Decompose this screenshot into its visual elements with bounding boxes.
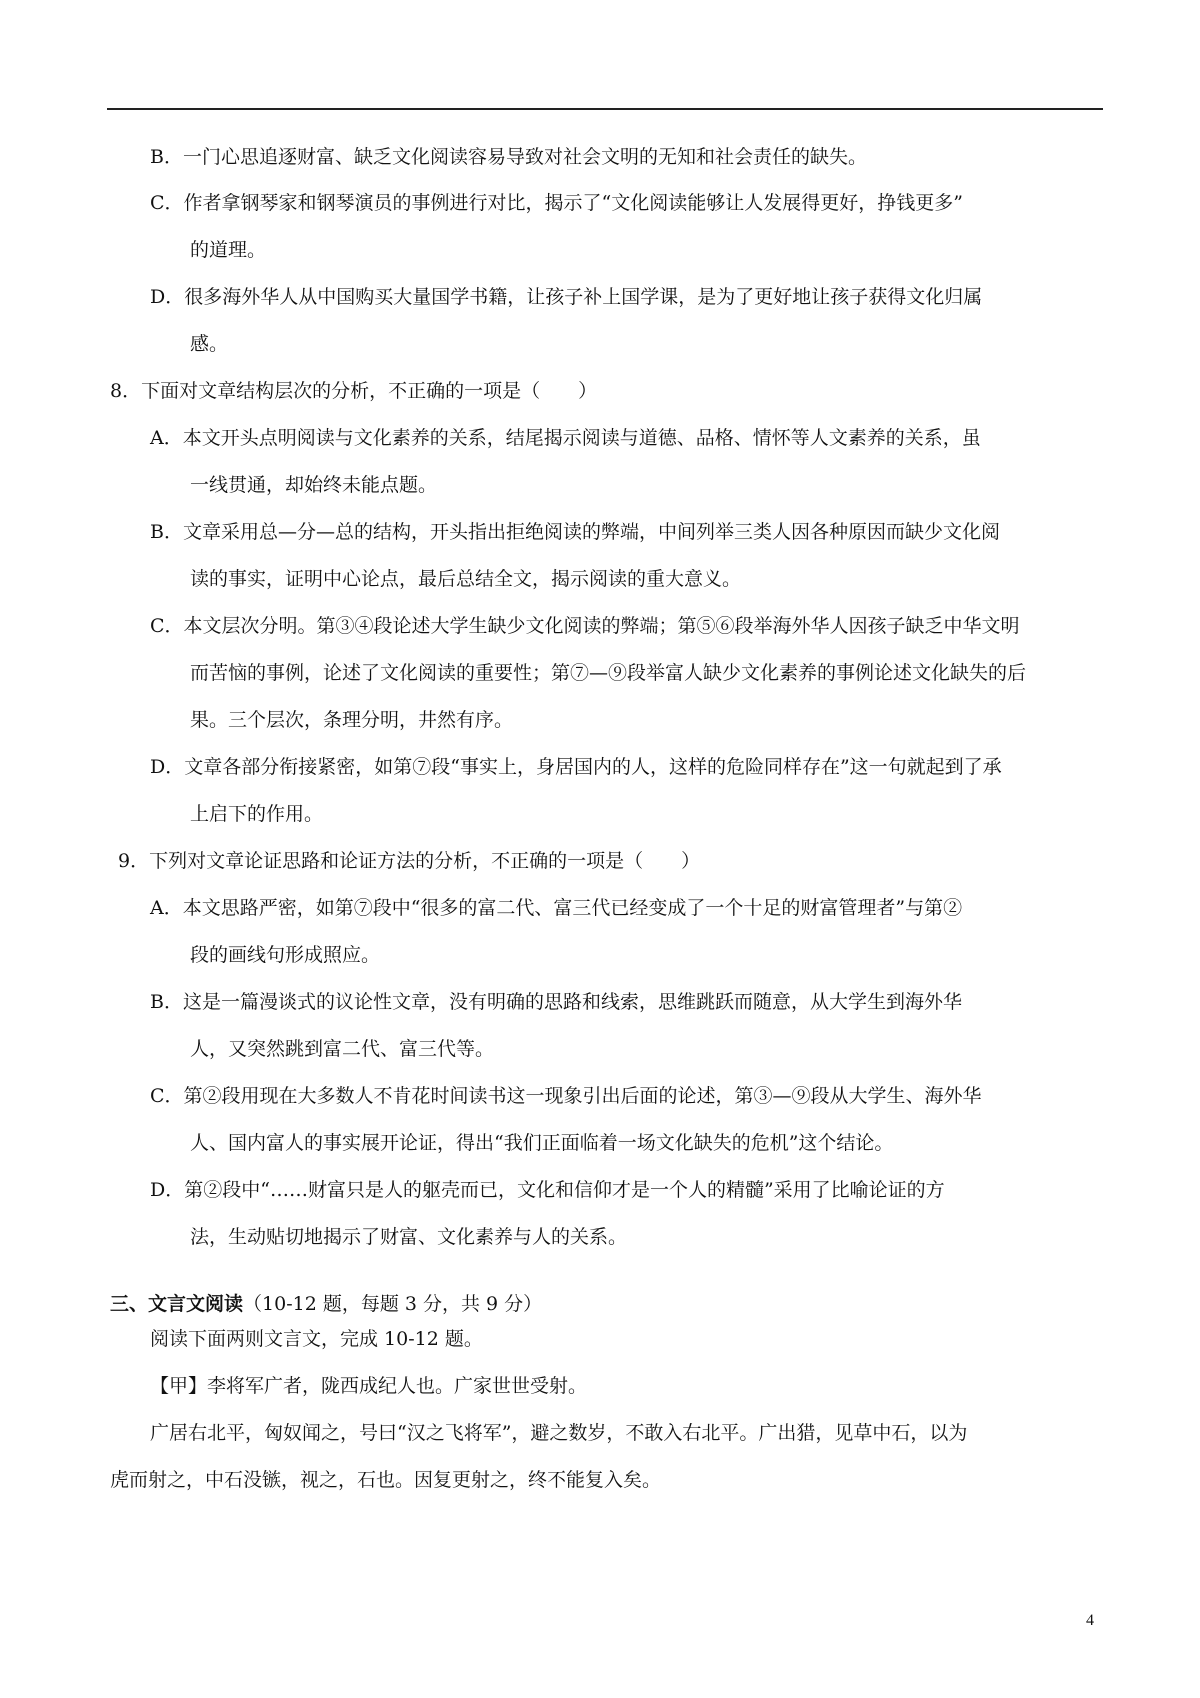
text-line: B．文章采用总—分—总的结构，开头指出拒绝阅读的弊端，中间列举三类人因各种原因而缺少文化阅 <box>150 521 1000 543</box>
text-line: 果。三个层次，条理分明，井然有序。 <box>190 709 514 731</box>
text-line: D．文章各部分衔接紧密，如第⑦段“事实上，身居国内的人，这样的危险同样存在”这一句就起到了承 <box>150 756 1002 778</box>
text-line: 人、国内富人的事实展开论证，得出“我们正面临着一场文化缺失的危机”这个结论。 <box>190 1132 894 1154</box>
text-line: D．很多海外华人从中国购买大量国学书籍，让孩子补上国学课，是为了更好地让孩子获得文化归属 <box>150 286 983 308</box>
text-line: C．作者拿钢琴家和钢琴演员的事例进行对比，揭示了“文化阅读能够让人发展得更好，挣钱更多” <box>150 192 963 214</box>
text-line: B．这是一篇漫谈式的议论性文章，没有明确的思路和线索，思维跳跃而随意，从大学生到海外华 <box>150 991 962 1013</box>
text-line: 感。 <box>190 333 229 355</box>
text-line: 【甲】李将军广者，陇西成纪人也。广家世世受射。 <box>150 1375 588 1397</box>
section-heading <box>110 1292 542 1316</box>
text-line: 阅读下面两则文言文，完成 10-12 题。 <box>150 1328 483 1350</box>
text-line: A．本文思路严密，如第⑦段中“很多的富二代、富三代已经变成了一个十足的财富管理者”与第② <box>150 897 963 919</box>
text-line: 读的事实，证明中心论点，最后总结全文，揭示阅读的重大意义。 <box>190 568 742 590</box>
page-number: 4 <box>1086 1612 1094 1629</box>
section-note: （10-12 题，每题 3 分，共 9 分） <box>243 1293 543 1315</box>
text-line: 虎而射之，中石没镞，视之，石也。因复更射之，终不能复入矣。 <box>110 1469 662 1491</box>
text-line: 法，生动贴切地揭示了财富、文化素养与人的关系。 <box>190 1226 628 1248</box>
text-line: 人，又突然跳到富二代、富三代等。 <box>190 1038 495 1060</box>
text-line: C．第②段用现在大多数人不肯花时间读书这一现象引出后面的论述，第③—⑨段从大学生、海外华 <box>150 1085 982 1107</box>
text-line: C．本文层次分明。第③④段论述大学生缺少文化阅读的弊端；第⑤⑥段举海外华人因孩子缺乏中华文明 <box>150 615 1020 637</box>
text-line: 广居右北平，匈奴闻之，号曰“汉之飞将军”，避之数岁，不敢入右北平。广出猎，见草中石，以为 <box>150 1422 968 1444</box>
text-line: 8．下面对文章结构层次的分析，不正确的一项是（ ） <box>110 380 598 402</box>
text-line: 的道理。 <box>190 239 267 261</box>
text-line: B．一门心思追逐财富、缺乏文化阅读容易导致对社会文明的无知和社会责任的缺失。 <box>150 146 867 168</box>
section-title: 三、文言文阅读 <box>110 1293 244 1315</box>
text-line: 上启下的作用。 <box>190 803 324 825</box>
header-rule <box>107 108 1103 110</box>
text-line: 一线贯通，却始终未能点题。 <box>190 474 438 496</box>
text-line: 9．下列对文章论证思路和论证方法的分析，不正确的一项是（ ） <box>118 850 701 872</box>
text-line: D．第②段中“……财富只是人的躯壳而已，文化和信仰才是一个人的精髓”采用了比喻论证的方 <box>150 1179 945 1201</box>
text-line: A．本文开头点明阅读与文化素养的关系，结尾揭示阅读与道德、品格、情怀等人文素养的关系，虽 <box>150 427 981 449</box>
text-line: 而苦恼的事例，论述了文化阅读的重要性；第⑦—⑨段举富人缺少文化素养的事例论述文化缺失的后 <box>190 662 1027 684</box>
text-line: 段的画线句形成照应。 <box>190 944 381 966</box>
